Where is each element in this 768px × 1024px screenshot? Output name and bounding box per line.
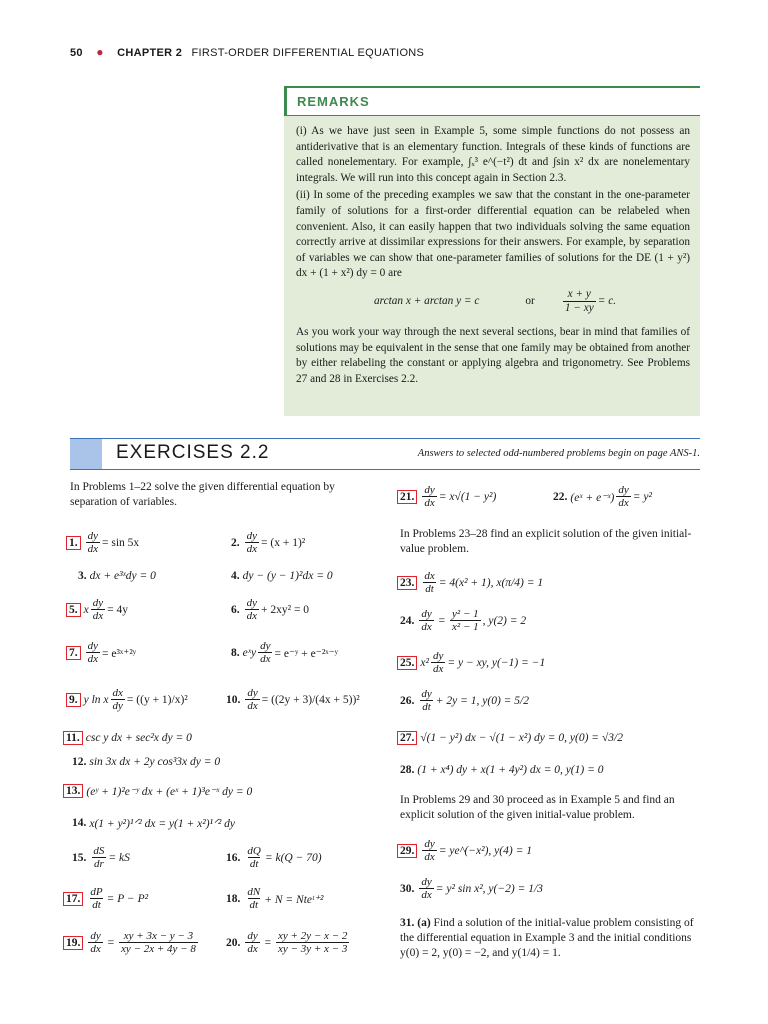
problem-pre: x²: [420, 656, 429, 669]
problem-1: [66, 530, 139, 555]
problem-7: [66, 640, 136, 665]
problem-8: [231, 640, 338, 665]
frac-num: dy: [424, 838, 435, 850]
frac-num: dP: [90, 886, 103, 898]
problem-number: 18.: [226, 892, 241, 905]
problem-rest: = y²: [632, 490, 652, 503]
frac-num: dy: [421, 876, 432, 888]
exercises-title: EXERCISES 2.2: [116, 442, 270, 463]
remarks-box: [284, 86, 700, 416]
equation-fraction: [563, 288, 596, 315]
problem-text: csc y dx + sec²x dy = 0: [85, 732, 192, 744]
problem-number: 27.: [397, 731, 417, 745]
problem-rest: = 4y: [107, 603, 128, 616]
problem-text: √(1 − y²) dx − √(1 − x²) dy = 0, y(0) = √3/2: [420, 732, 623, 744]
problem-rest: = y − xy, y(−1) = −1: [447, 656, 546, 669]
remarks-body: [296, 124, 690, 389]
problem-26: [400, 688, 529, 713]
frac-den: dx: [247, 943, 258, 955]
intro-problems-1-22: In Problems 1–22 solve the given differential equation by separation of variables.: [70, 481, 335, 508]
problem-text: Find a solution of the initial-value problem consisting of the differential equation in Example 3 and the initial conditions y(0) = 2, y(0) = −2, and y(1/4) = 1.: [400, 917, 694, 959]
chapter-title: FIRST-ORDER DIFFERENTIAL EQUATIONS: [191, 47, 425, 59]
problem-text: (eʸ + 1)²e⁻ʸ dx + (eˣ + 1)³e⁻ˣ dy = 0: [86, 786, 253, 798]
frac-den-2: xy − 3y + x − 3: [278, 943, 348, 955]
problem-number: 13.: [63, 784, 83, 798]
frac-den: dt: [422, 701, 431, 713]
problem-rest: = P − P²: [106, 892, 149, 905]
frac-num: dy: [421, 608, 432, 620]
problem-21: [397, 484, 496, 509]
problem-rest: = x√(1 − y²): [438, 490, 497, 503]
exercises-header: [70, 438, 700, 470]
problem-number: 9.: [66, 693, 81, 707]
problem-31: [400, 916, 700, 961]
frac-den: dx: [618, 497, 629, 509]
frac-num: dy: [432, 650, 444, 662]
frac-den: dt: [249, 858, 259, 870]
problem-text: x(1 + y²)¹ᐟ² dx = y(1 + x²)¹ᐟ² dy: [89, 818, 236, 830]
problem-28: [400, 764, 603, 776]
remarks-equation: [296, 288, 690, 315]
problem-12: [72, 756, 220, 768]
equation-right: = c.: [597, 294, 617, 307]
frac-num-2: xy + 3x − y − 3: [123, 930, 194, 942]
problem-rest: = ((2y + 3)/(4x + 5))²: [261, 693, 360, 706]
equation-or: or: [525, 294, 535, 307]
problem-number: 16.: [226, 851, 241, 864]
exercises-color-block: [70, 439, 102, 469]
remarks-paragraph-2: (ii) In some of the preceding examples we saw that the constant in the one-parameter family of solutions for a first-order differential equation can be relabeled when convenient. Also, it can easily happen that two individuals solving the same equation correctly arrive at dissimilar expressions for their answers. For example, by separation of variables we can show that one-parameter families of solutions for the DE (1 + y²) dx + (1 + x²) dy = 0 are: [296, 189, 690, 280]
problem-16: [226, 845, 322, 870]
problem-rest: = 4(x² + 1), x(π/4) = 1: [438, 576, 544, 589]
frac-den: dt: [425, 583, 434, 595]
problem-19: 19. $\frac{dy}{dx}$ = $\frac{xy + 3x - y - 3}{xy - 2x + 4y - 8}$: [63, 930, 200, 955]
problem-18: [226, 886, 323, 911]
frac-den: dx: [247, 700, 258, 712]
problem-number: 14.: [72, 817, 87, 829]
frac-num: dy: [246, 597, 258, 609]
answers-note: Answers to selected odd-numbered problems begin on page ANS-1.: [417, 448, 700, 459]
frac-num: dx: [112, 687, 123, 699]
frac-num: dS: [93, 845, 105, 857]
frac-num: dx: [424, 570, 435, 582]
frac-den: dt: [249, 899, 259, 911]
frac-den: dy: [112, 700, 123, 712]
chapter-label: CHAPTER 2: [117, 47, 183, 59]
problem-24: 24. $\frac{dy}{dx}$ = $\frac{\text{y² − 1}}{\text{x² − 1}}$ , y(2) = 2: [400, 608, 527, 633]
frac-num-2: xy + 2y − x − 2: [278, 930, 348, 942]
frac-den: dx: [87, 653, 99, 665]
problem-number: 3.: [78, 570, 87, 582]
problem-number: 30.: [400, 882, 415, 895]
problem-number: 24.: [400, 614, 415, 627]
frac-num: dy: [247, 687, 258, 699]
fraction-denominator: 1 − xy: [564, 301, 594, 314]
frac-num: dy: [424, 484, 435, 496]
frac-den: dx: [90, 943, 101, 955]
frac-num: dQ: [247, 845, 261, 857]
page-number: 50: [70, 47, 83, 59]
problem-pre: eˣy: [242, 646, 257, 659]
problem-3: [78, 570, 156, 582]
frac-den: dx: [246, 543, 258, 555]
problem-number: 10.: [226, 693, 241, 706]
problem-rest: = e⁻ʸ + e⁻²ˣ⁻ʸ: [274, 647, 339, 660]
problem-rest: = ((y + 1)/x)²: [126, 693, 188, 706]
problem-14: [72, 816, 235, 830]
problem-9: [66, 687, 188, 712]
frac-num: dy: [421, 688, 432, 700]
bullet-icon: ●: [96, 45, 104, 59]
problem-part: (a): [417, 917, 431, 929]
frac-den: dx: [421, 621, 432, 633]
problem-30: [400, 876, 543, 901]
problem-number: 1.: [66, 536, 81, 550]
problem-10: [226, 687, 360, 712]
problem-number: 5.: [66, 603, 81, 617]
frac-den: dx: [424, 497, 435, 509]
frac-den: dx: [421, 889, 432, 901]
frac-den: dx: [432, 663, 444, 675]
problem-number: 22.: [553, 490, 568, 503]
frac-num: dy: [260, 640, 271, 652]
problem-20: 20. $\frac{dy}{dx}$ = $\frac{xy + 2y - x - 2}{xy - 3y + x - 3}$: [226, 930, 348, 955]
problem-rest: + 2xy² = 0: [261, 603, 310, 616]
problem-text: dy − (y − 1)²dx = 0: [242, 570, 333, 582]
problem-number: 26.: [400, 694, 415, 707]
problem-number: 23.: [397, 576, 417, 590]
problem-text: dx + e³ˣdy = 0: [89, 570, 156, 582]
problem-13: [63, 784, 252, 798]
intro-problems-29-30: In Problems 29 and 30 proceed as in Example 5 and find an explicit solution of the given initial-value problem.: [400, 794, 675, 821]
problem-2: [231, 530, 305, 555]
problem-11: [63, 731, 192, 745]
problem-number: 11.: [63, 731, 83, 745]
problem-29: [397, 838, 532, 863]
equation-left: arctan x + arctan y = c: [374, 294, 480, 307]
remarks-paragraph-3: As you work your way through the next several sections, bear in mind that families of solutions may be equivalent in the sense that one family may be obtained from another by either relabeling the constant or applying algebra and trigonometry. See Problems 27 and 28 in Exercises 2.2.: [296, 325, 690, 385]
problem-text: sin 3x dx + 2y cos³3x dy = 0: [89, 756, 221, 768]
problem-rest: + 2y = 1, y(0) = 5/2: [435, 694, 529, 707]
problem-number: 20.: [226, 936, 241, 949]
problem-number: 8.: [231, 646, 240, 659]
frac-num: dy: [246, 530, 258, 542]
remarks-paragraph-1: (i) As we have just seen in Example 5, some simple functions do not possess an antiderivative that is an elementary function. Integrals of these kinds of functions are called nonelementary. For example, ∫ₓ³ e^(−t²) dt and ∫sin x² dx are nonelementary integrals. We will run into this concept again in Section 2.3.: [296, 125, 690, 184]
problem-rest: = k(Q − 70): [264, 851, 322, 864]
problem-number: 4.: [231, 570, 240, 582]
problem-4: [231, 570, 333, 582]
problem-rest: = sin 5x: [102, 536, 140, 549]
problem-27: [397, 731, 623, 745]
problem-23: [397, 570, 543, 595]
problem-number: 7.: [66, 646, 81, 660]
problem-text: (1 + x⁴) dy + x(1 + 4y²) dx = 0, y(1) = 0: [417, 764, 604, 776]
frac-num: dy: [618, 484, 629, 496]
problem-15: [72, 845, 130, 870]
frac-den: dt: [92, 899, 101, 911]
remarks-title: REMARKS: [284, 88, 700, 116]
problem-number: 6.: [231, 603, 240, 616]
problem-pre: y ln x: [83, 693, 109, 706]
problem-17: [63, 886, 148, 911]
frac-den: dx: [260, 653, 271, 665]
problem-rest: = (x + 1)²: [261, 536, 306, 549]
problem-6: [231, 597, 309, 622]
problem-rest: = ye^(−x²), y(4) = 1: [438, 844, 532, 857]
problem-25: [397, 650, 545, 675]
problem-number: 19.: [63, 936, 83, 950]
problem-number: 25.: [397, 656, 417, 670]
frac-num: dN: [247, 886, 261, 898]
frac-num: dy: [247, 930, 258, 942]
problem-rest: = kS: [108, 851, 130, 864]
problem-number: 17.: [63, 892, 83, 906]
problem-number: 12.: [72, 756, 87, 768]
frac-den: dx: [246, 610, 258, 622]
problem-number: 29.: [397, 844, 417, 858]
frac-den: dx: [92, 610, 104, 622]
problem-5: [66, 597, 128, 622]
frac-num-2: y² − 1: [452, 608, 479, 620]
problem-number: 21.: [397, 490, 417, 504]
problem-rest: + N = Nteᵗ⁺²: [264, 893, 324, 906]
problem-number: 2.: [231, 536, 240, 549]
problem-pre: x: [83, 603, 89, 616]
frac-num: dy: [87, 530, 99, 542]
problem-number: 31.: [400, 917, 415, 929]
running-header: [70, 45, 424, 59]
frac-num: dy: [87, 640, 99, 652]
problem-rest: , y(2) = 2: [482, 614, 527, 627]
problem-rest: = e³ˣ⁺²ʸ: [102, 647, 137, 660]
frac-den: dr: [93, 858, 104, 870]
frac-num: dy: [92, 597, 104, 609]
problem-number: 28.: [400, 764, 415, 776]
problem-22: [553, 484, 652, 509]
frac-den: dx: [424, 851, 435, 863]
frac-num: dy: [90, 930, 101, 942]
fraction-numerator: x + y: [567, 287, 591, 300]
frac-den-2: x² − 1: [452, 621, 479, 633]
frac-den: dx: [87, 543, 99, 555]
intro-problems-23-28: In Problems 23–28 find an explicit solution of the given initial-value problem.: [400, 528, 692, 555]
frac-den-2: xy − 2x + 4y − 8: [121, 943, 196, 955]
problem-pre: (eˣ + e⁻ˣ): [570, 491, 615, 504]
problem-number: 15.: [72, 851, 87, 864]
problem-rest: = y² sin x², y(−2) = 1/3: [435, 882, 543, 895]
